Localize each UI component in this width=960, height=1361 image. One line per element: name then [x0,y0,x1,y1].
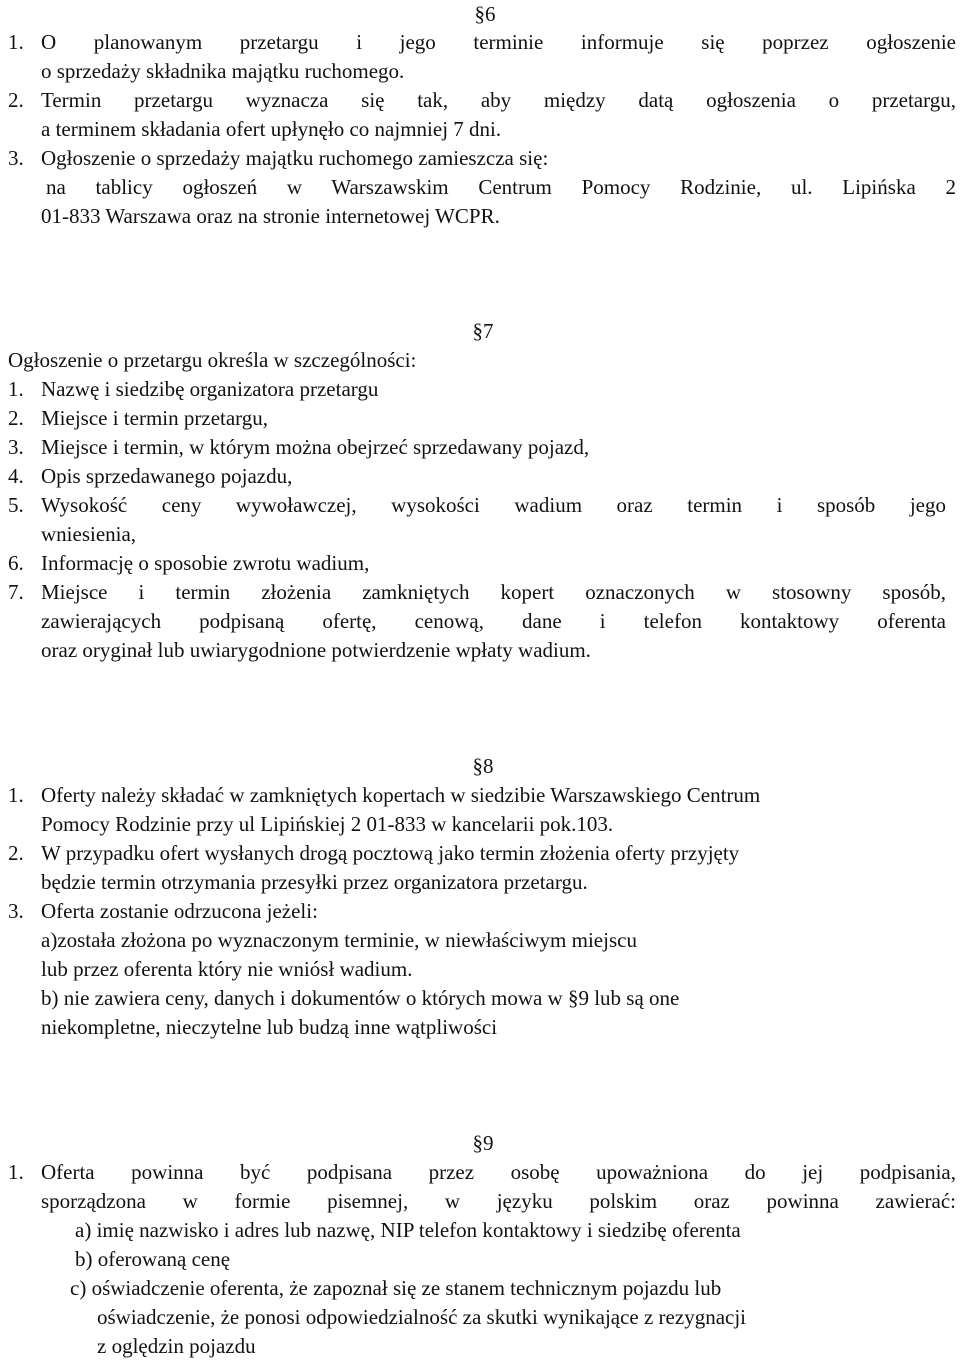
section-6-heading: §6 [474,2,496,26]
list-item [0,897,960,1042]
item-number: 3. [8,435,24,459]
item-line: Ogłoszenie o sprzedaży majątku ruchomego zamieszcza się: [41,146,549,170]
list-item [0,491,960,549]
item-number: 6. [8,551,24,575]
item-line: a)została złożona po wyznaczonym terminie, w niewłaściwym miejscu [41,928,637,952]
list-item [0,404,960,433]
item-line: Miejsce i termin przetargu, [41,406,269,430]
section-6 [0,28,960,231]
section-7-heading: §7 [472,319,494,343]
item-line: a terminem składania ofert upłynęło co najmniej 7 dni. [41,117,502,141]
sub-item: oświadczenie, że ponosi odpowiedzialność za skutki wynikające z rezygnacji [97,1305,747,1329]
item-line: Oferty należy składać w zamkniętych kopertach w siedzibie Warszawskiego Centrum [41,783,761,807]
item-line: oraz oryginał lub uwiarygodnione potwierdzenie wpłaty wadium. [41,638,591,662]
section-intro: Ogłoszenie o przetargu określa w szczególności: [8,348,417,372]
sub-item: c) oświadczenie oferenta, że zapoznał się ze stanem technicznym pojazdu lub [70,1276,722,1300]
list-item [0,839,960,897]
item-line: Oferta zostanie odrzucona jeżeli: [41,899,318,923]
item-number: 1. [8,783,24,807]
item-line: Oferta powinna być podpisana przez osobę upoważniona do jej podpisania, [41,1160,956,1184]
list-item [0,433,960,462]
item-line: na tablicy ogłoszeń w Warszawskim Centrum Pomocy Rodzinie, ul. Lipińska 2 [46,175,956,199]
item-line: W przypadku ofert wysłanych drogą pocztową jako termin złożenia oferty przyjęty [41,841,740,865]
item-line: niekompletne, nieczytelne lub budzą inne wątpliwości [41,1015,498,1039]
list-item [0,375,960,404]
item-number: 2. [8,406,24,430]
item-number: 3. [8,899,24,923]
item-line: sporządzona w formie pisemnej, w języku polskim oraz powinna zawierać: [41,1189,956,1213]
sub-list [0,1216,960,1361]
item-line: zawierających podpisaną ofertę, cenową, dane i telefon kontaktowy oferenta [41,609,946,633]
item-line: Miejsce i termin złożenia zamkniętych kopert oznaczonych w stosowny sposób, [41,580,946,604]
section-9 [0,1158,960,1361]
sub-item: z oględzin pojazdu [97,1334,256,1358]
item-number: 1. [8,1160,24,1184]
item-number: 2. [8,88,24,112]
list-item [0,781,960,839]
item-line: wniesienia, [41,522,137,546]
item-number: 3. [8,146,24,170]
item-line: Pomocy Rodzinie przy ul Lipińskiej 2 01-833 w kancelarii pok.103. [41,812,614,836]
item-number: 5. [8,493,24,517]
item-number: 7. [8,580,24,604]
item-number: 2. [8,841,24,865]
section-8 [0,781,960,1042]
list-item [0,1158,960,1216]
item-line: b) nie zawiera ceny, danych i dokumentów o których mowa w §9 lub są one [41,986,680,1010]
list-item [0,28,960,86]
item-line: będzie termin otrzymania przesyłki przez organizatora przetargu. [41,870,588,894]
item-number: 1. [8,377,24,401]
item-line: lub przez oferenta który nie wniósł wadium. [41,957,413,981]
item-line: Opis sprzedawanego pojazdu, [41,464,293,488]
list-item [0,462,960,491]
item-line: Termin przetargu wyznacza się tak, aby między datą ogłoszenia o przetargu, [41,88,956,112]
list-item [0,144,960,231]
item-line: Wysokość ceny wywoławczej, wysokości wadium oraz termin i sposób jego [41,493,946,517]
item-line: Informację o sposobie zwrotu wadium, [41,551,370,575]
item-line: Nazwę i siedzibę organizatora przetargu [41,377,379,401]
item-line: o sprzedaży składnika majątku ruchomego. [41,59,405,83]
list-item [0,578,960,665]
section-7 [0,346,960,665]
list-item [0,86,960,144]
section-9-heading: §9 [472,1131,494,1155]
sub-item: b) oferowaną cenę [75,1247,231,1271]
item-line: O planowanym przetargu i jego terminie informuje się poprzez ogłoszenie [41,30,956,54]
sub-item: a) imię nazwisko i adres lub nazwę, NIP telefon kontaktowy i siedzibę oferenta [75,1218,741,1242]
item-number: 4. [8,464,24,488]
item-line: 01-833 Warszawa oraz na stronie internetowej WCPR. [41,204,500,228]
list-item [0,549,960,578]
item-number: 1. [8,30,24,54]
item-line: Miejsce i termin, w którym można obejrzeć sprzedawany pojazd, [41,435,590,459]
section-8-heading: §8 [472,754,494,778]
